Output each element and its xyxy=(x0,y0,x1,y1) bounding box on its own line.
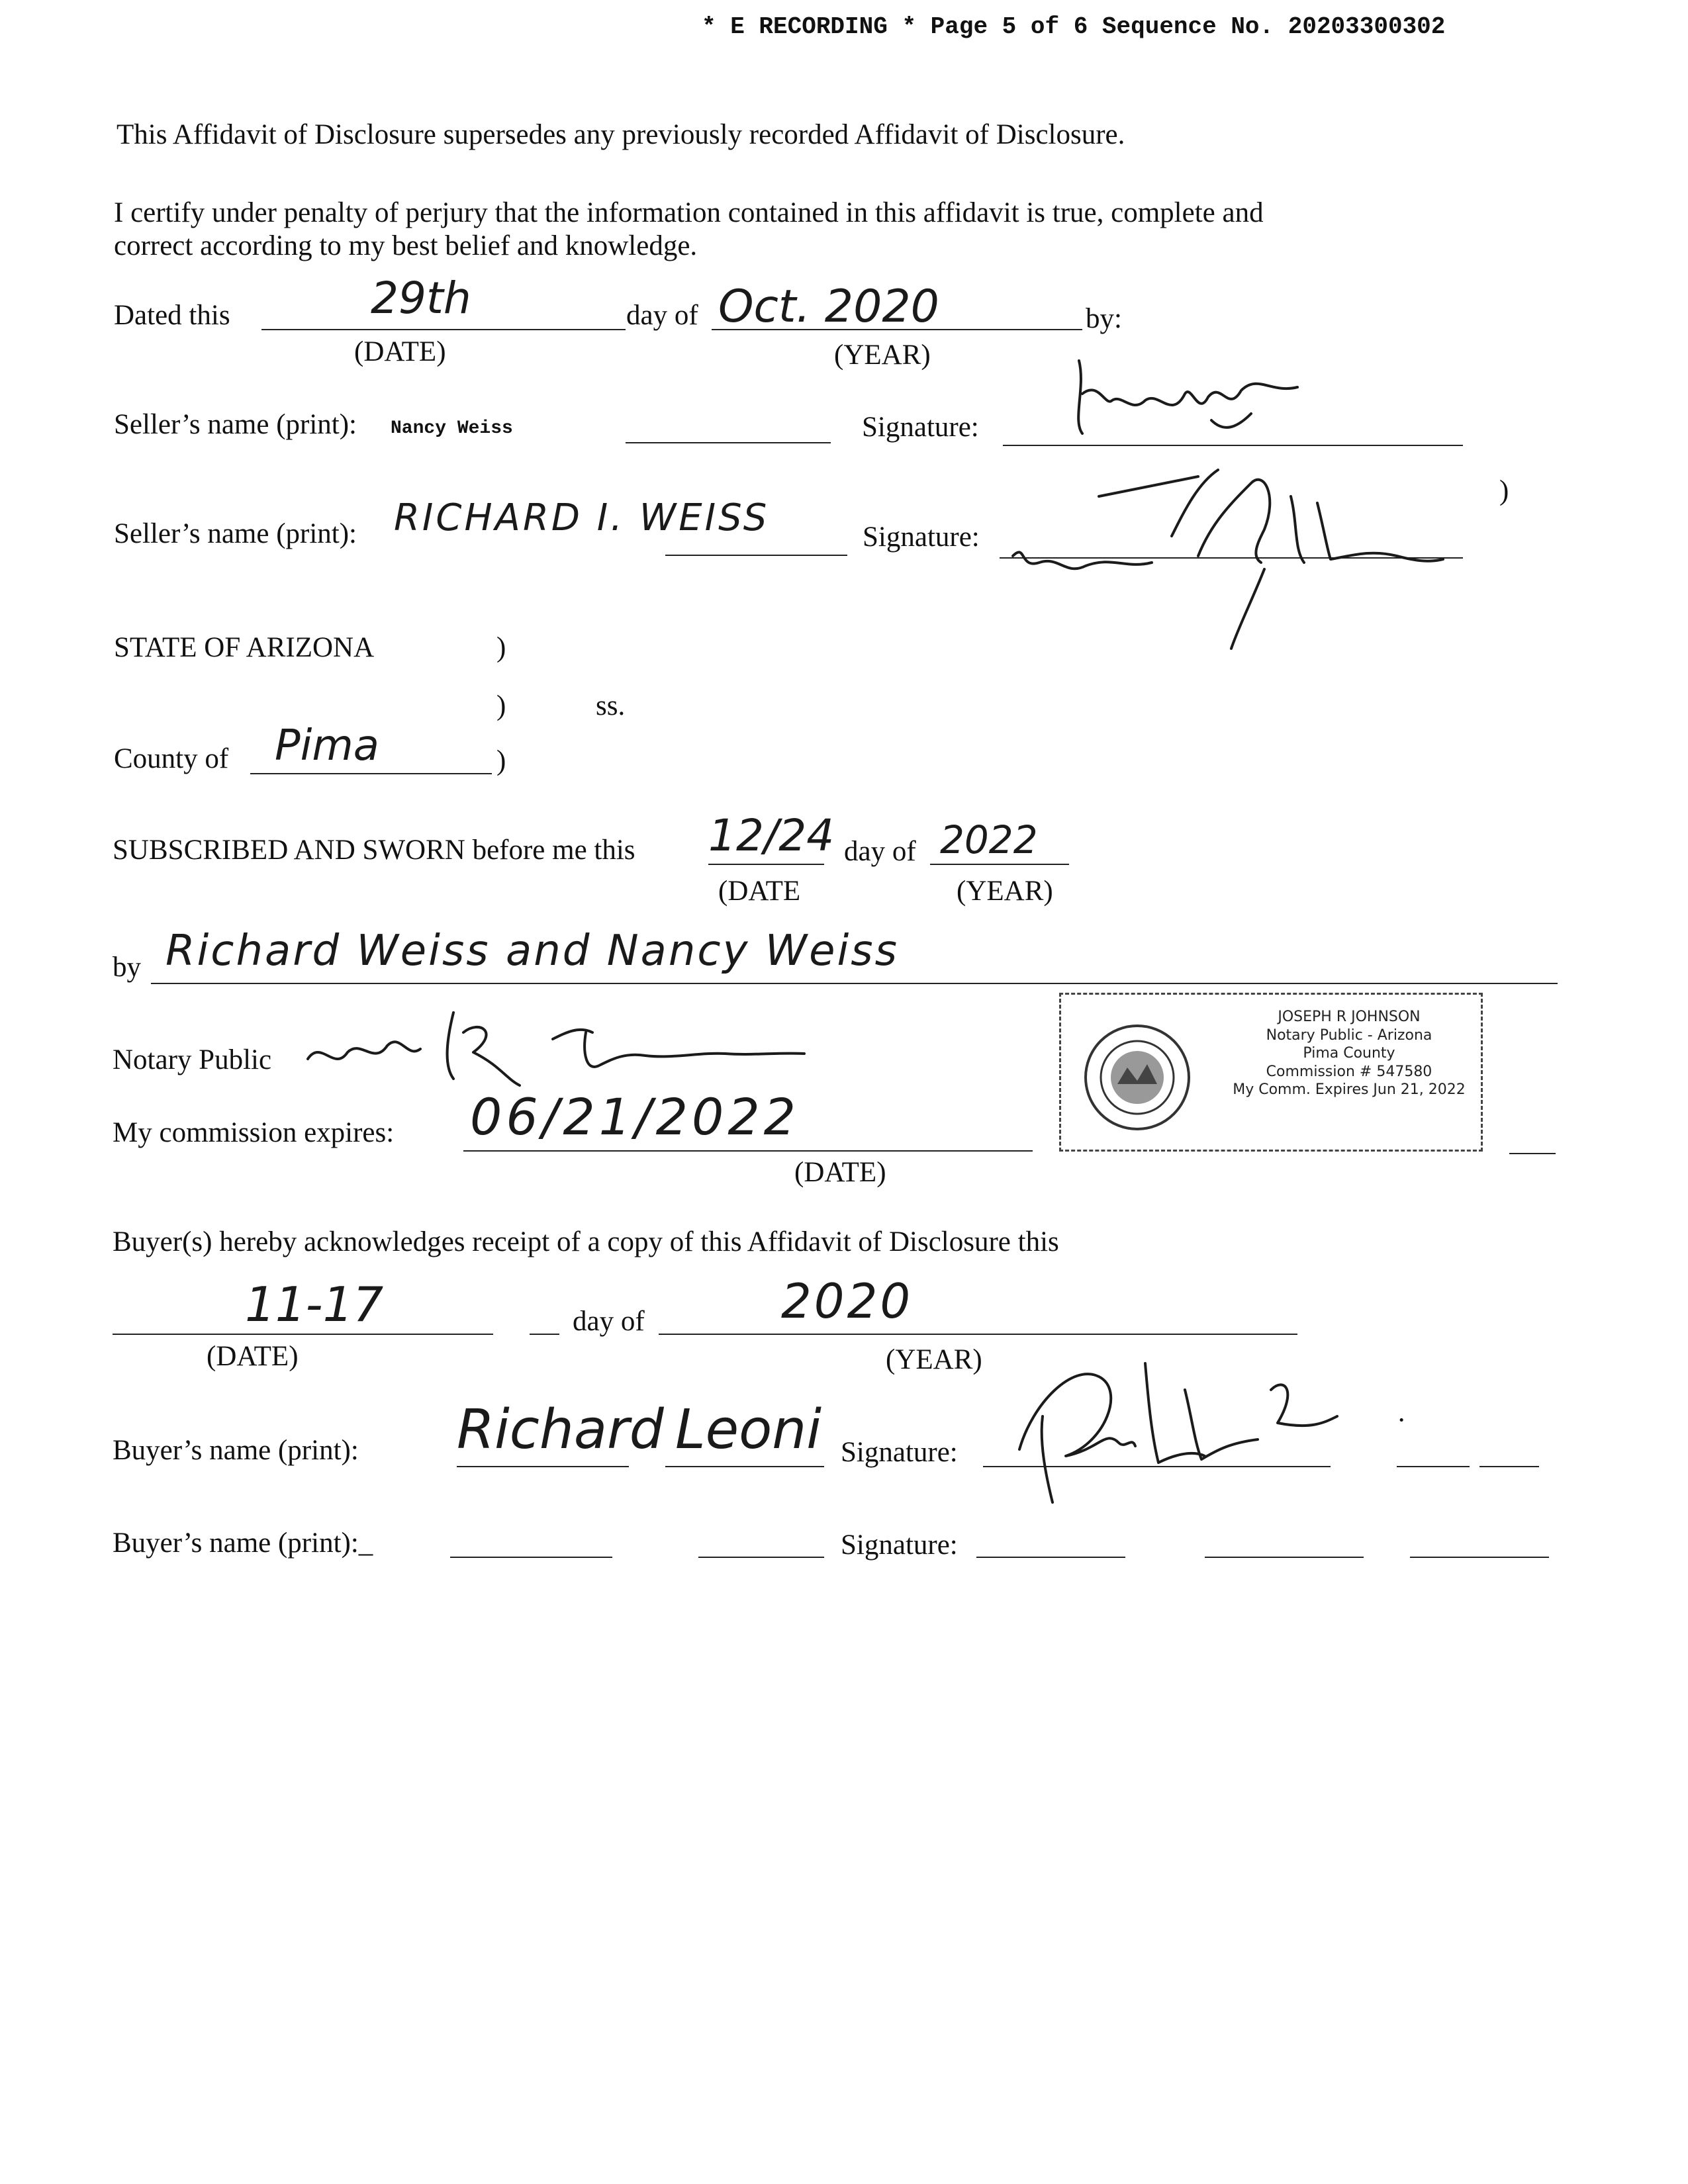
recording-header: * E RECORDING * Page 5 of 6 Sequence No. 20203300302 xyxy=(702,13,1446,40)
buyer1-stray-mark: · xyxy=(1397,1405,1407,1436)
buyer1-signature-label: Signature: xyxy=(841,1437,958,1468)
dated-year-handwritten: Oct. 2020 xyxy=(718,281,939,333)
commission-expires-handwritten: 06/21/2022 xyxy=(470,1087,800,1146)
commission-date-caption: (DATE) xyxy=(794,1157,886,1188)
seller1-signature-label: Signature: xyxy=(862,412,979,443)
buyer-day-of-label: day of xyxy=(573,1306,645,1337)
seller2-stray-paren: ) xyxy=(1499,475,1509,506)
sworn-year-handwritten: 2022 xyxy=(940,817,1038,862)
buyer-year-caption: (YEAR) xyxy=(886,1344,982,1375)
stamp-name: JOSEPH R JOHNSON xyxy=(1278,1009,1421,1025)
notary-stamp xyxy=(1059,993,1483,1152)
by-label: by xyxy=(113,952,141,983)
certification-line-2: correct according to my best belief and knowledge. xyxy=(114,230,698,261)
state-label: STATE OF ARIZONA xyxy=(114,632,375,663)
certification-line-1: I certify under penalty of perjury that the information contained in this affidavit is true, complete and xyxy=(114,197,1264,228)
county-label: County of xyxy=(114,743,229,774)
buyer1-name-label: Buyer’s name (print): xyxy=(113,1435,359,1466)
buyer-day-handwritten: 11-17 xyxy=(245,1277,384,1332)
state-ss-label: ss. xyxy=(596,690,626,721)
dated-this-label: Dated this xyxy=(114,300,230,331)
buyer1-signature-image xyxy=(993,1350,1350,1509)
dated-year-caption: (YEAR) xyxy=(834,340,931,371)
seller1-name-value: Nancy Weiss xyxy=(391,418,513,439)
seller2-signature-label: Signature: xyxy=(863,522,980,553)
seller1-signature-image xyxy=(1059,354,1337,447)
buyer-date-caption: (DATE) xyxy=(207,1341,299,1372)
dated-date-caption: (DATE) xyxy=(354,336,446,367)
dated-by-label: by: xyxy=(1086,303,1122,334)
buyer1-first-handwritten: Richard xyxy=(457,1398,664,1461)
buyer-year-handwritten: 2020 xyxy=(781,1273,914,1329)
stamp-expires: My Comm. Expires Jun 21, 2022 xyxy=(1233,1081,1466,1098)
sworn-year-caption: (YEAR) xyxy=(957,876,1053,907)
state-paren-2: ) xyxy=(496,690,506,721)
buyer1-last-handwritten: Leoni xyxy=(675,1398,822,1461)
sworn-day-of-label: day of xyxy=(844,836,916,867)
dated-day-of-label: day of xyxy=(626,300,698,331)
buyer2-name-label: Buyer’s name (print):_ xyxy=(113,1527,373,1559)
sworn-label: SUBSCRIBED AND SWORN before me this xyxy=(113,835,635,866)
stamp-county: Pima County xyxy=(1303,1045,1395,1062)
state-paren-1: ) xyxy=(496,632,506,663)
dated-day-handwritten: 29th xyxy=(371,273,471,324)
stamp-commission: Commission # 547580 xyxy=(1266,1063,1432,1080)
seller2-signature-image xyxy=(1000,457,1463,655)
sworn-date-caption: (DATE xyxy=(718,876,801,907)
stamp-title: Notary Public - Arizona xyxy=(1266,1026,1432,1044)
buyer2-signature-label: Signature: xyxy=(841,1529,958,1561)
notary-signature-image xyxy=(301,993,937,1099)
seller2-name-handwritten: RICHARD I. WEISS xyxy=(394,496,770,539)
buyer-acknowledgement: Buyer(s) hereby acknowledges receipt of a copy of this Affidavit of Disclosure this xyxy=(113,1226,1059,1257)
state-paren-3: ) xyxy=(496,745,506,776)
county-handwritten: Pima xyxy=(275,721,379,770)
seller1-name-label: Seller’s name (print): xyxy=(114,409,357,440)
supersedes-statement: This Affidavit of Disclosure supersedes any previously recorded Affidavit of Disclosure. xyxy=(117,119,1125,150)
seller2-name-label: Seller’s name (print): xyxy=(114,518,357,549)
state-seal-icon xyxy=(1081,1021,1194,1134)
by-handwritten-names: Richard Weiss and Nancy Weiss xyxy=(165,927,899,976)
commission-expires-label: My commission expires: xyxy=(113,1117,395,1148)
notary-public-label: Notary Public xyxy=(113,1044,272,1075)
sworn-day-handwritten: 12/24 xyxy=(708,810,835,861)
